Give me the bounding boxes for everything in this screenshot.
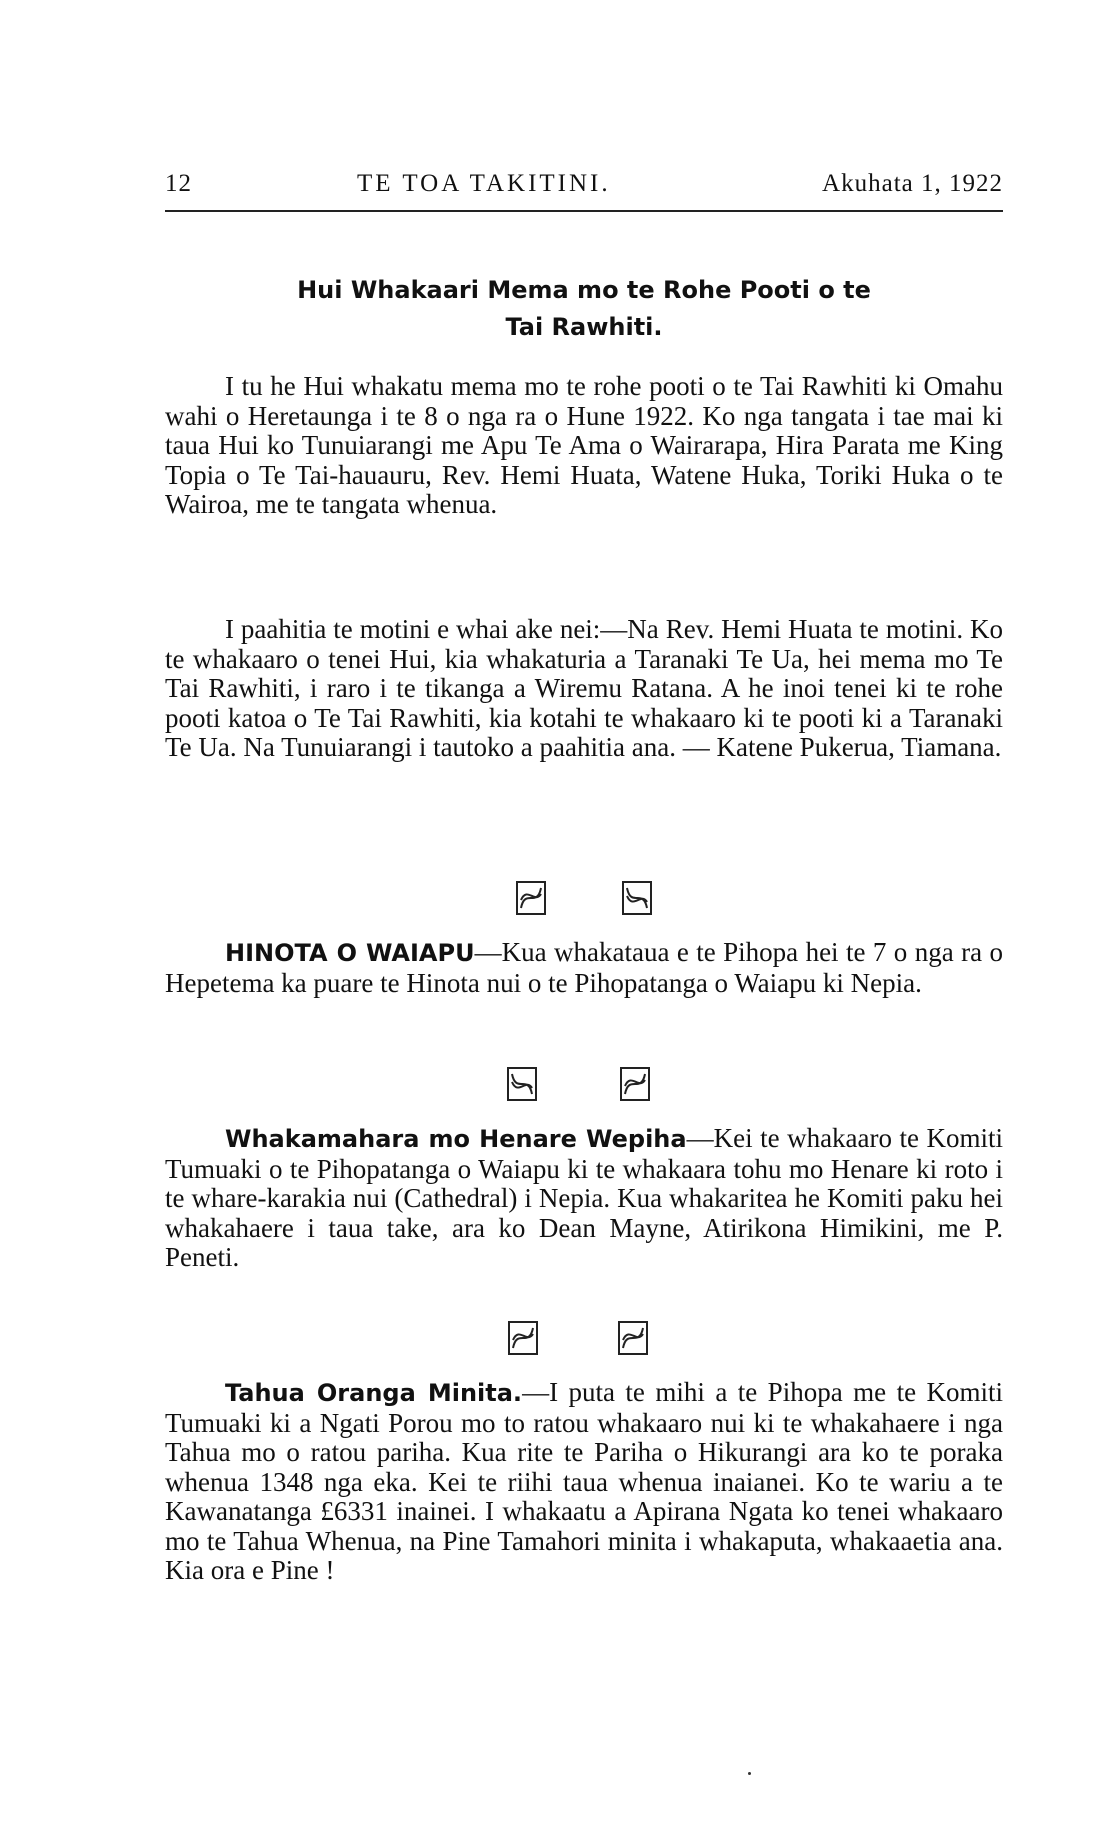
article-heading [165, 272, 1003, 346]
article-hinota-title: HINOTA O WAIAPU [225, 939, 475, 967]
ornament-right-icon [621, 880, 653, 916]
article-hinota [165, 938, 1003, 998]
article-paragraph-2: I paahitia te motini e whai ake nei:—Na Rev. Hemi Huata te motini. Ko te whakaaro o tenei Hui, kia whakaturia a Taranaki Te Ua, hei mema mo Te Tai Rawhiti, i raro i te tikanga a Wiremu Ratana. A he inoi tenei ki te rohe pooti katoa o Te Tai Rawhiti, kia kotahi te whakaaro ki te pooti ki a Taranaki Te Ua. Na Tunuiarangi i tautoko a paahitia ana. — Katene Pukerua, Tiamana. [165, 614, 1003, 762]
publication-title: TE TOA TAKITINI. [357, 170, 611, 197]
ornament-right-icon [617, 1320, 649, 1356]
page-number: 12 [165, 170, 192, 197]
article-tahua-title: Tahua Oranga Minita. [225, 1379, 523, 1407]
header-rule [165, 210, 1003, 212]
ornament-divider-2 [165, 1066, 1003, 1106]
ornament-divider-3 [165, 1320, 1003, 1360]
article-heading-line-1: Hui Whakaari Mema mo te Rohe Pooti o te [297, 276, 871, 304]
article-hinota-body: —Kua whakataua e te Pihopa hei te 7 o nga ra o Hepetema ka puare te Hinota nui o te Pihopatanga o Waiapu ki Nepia. [165, 937, 1003, 998]
article-wepiha-title: Whakamahara mo Henare Wepiha [225, 1125, 687, 1153]
article-wepiha-body: —Kei te whakaaro te Komiti Tumuaki o te Pihopatanga o Waiapu ki te whakaara tohu mo Henare ki roto i te whare-karakia nui (Cathedral) i Nepia. Kua whakaritea he Komiti paku hei whakahaere i taua take, ara ko Dean Mayne, Atirikona Himikini, me P. Peneti. [165, 1123, 1004, 1272]
ornament-left-icon [507, 1320, 539, 1356]
ornament-right-icon [619, 1066, 651, 1102]
ornament-left-icon [506, 1066, 538, 1102]
issue-date: Akuhata 1, 1922 [822, 170, 1003, 197]
article-tahua-body: —I puta te mihi a te Pihopa me te Komiti Tumuaki ki a Ngati Porou mo to ratou whakaaro nui ki te whakahaere i nga Tahua mo o ratou pariha. Kua rite te Pariha o Hikurangi ara ko te poraka whenua 1348 nga eka. Kei te riihi taua whenua inaianei. Ko te wariu a te Kawanatanga £6331 inainei. I whakaatu a Apirana Ngata ko tenei whakaaro mo te Tahua Whenua, na Pine Tamahori minita i whakaputa, whakaaetia ana. Kia ora e Pine ! [165, 1377, 1004, 1585]
ornament-left-icon [515, 880, 547, 916]
article-heading-line-2: Tai Rawhiti. [505, 313, 663, 341]
page-header [165, 170, 1003, 206]
ornament-divider-1 [165, 880, 1003, 920]
article-wepiha [165, 1124, 1003, 1273]
article-tahua [165, 1378, 1003, 1586]
print-speck [748, 1772, 751, 1775]
article-paragraph-1: I tu he Hui whakatu mema mo te rohe pooti o te Tai Rawhiti ki Omahu wahi o Heretaunga i te 8 o nga ra o Hune 1922. Ko nga tangata i tae mai ki taua Hui ko Tunuiarangi me Apu Te Ama o Wairarapa, Hira Parata me King Topia o Te Tai-hauauru, Rev. Hemi Huata, Watene Huka, Toriki Huka o te Wairoa, me te tangata whenua. [165, 371, 1003, 519]
